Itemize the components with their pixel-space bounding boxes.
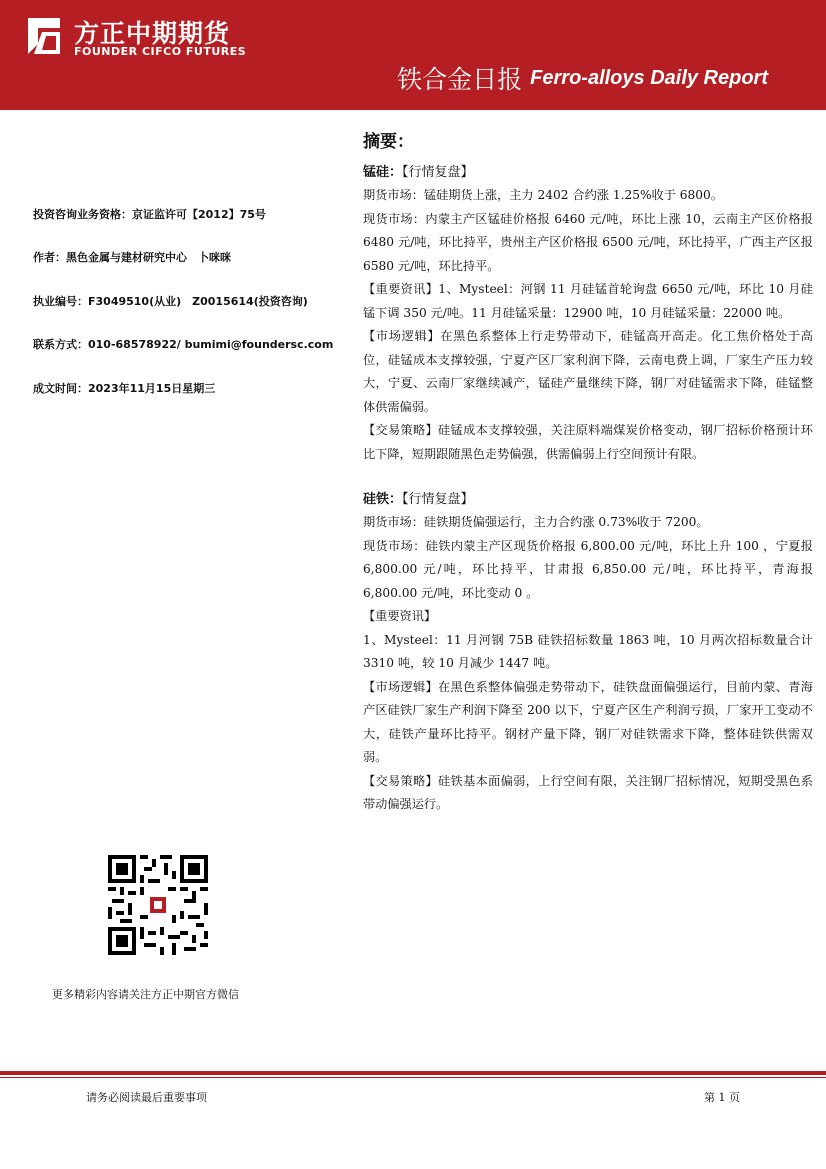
footer-disclaimer: 请务必阅读最后重要事项 [86, 1091, 207, 1104]
page-number: 第 1 页 [704, 1091, 740, 1104]
footer-divider [0, 1071, 826, 1075]
trading-strategy-para: 【交易策略】硅锰成本支撑较强，关注原料端煤炭价格变动，钢厂招标价格预计环比下降，短期跟随黑色走势偏强，供需偏弱上行空间预计有限。 [363, 423, 813, 461]
section-gap [363, 466, 813, 489]
footer-divider-thin [0, 1077, 826, 1078]
company-logo [22, 14, 262, 64]
futures-market-para: 期货市场：锰硅期货上涨，主力 2402 合约涨 1.25%收于 6800。 [363, 188, 723, 202]
key-news-para: 1、Mysteel：11 月河钢 75B 硅铁招标数量 1863 吨，10 月两次招标数量合计 3310 吨，较 10 月减少 1447 吨。 [363, 632, 813, 670]
summary-title: 摘要： [363, 132, 414, 152]
section-name: 硅铁： [363, 492, 403, 507]
key-news-para: 【重要资讯】1、Mysteel：河钢 11 月硅锰首轮询盘 6650 元/吨，环比 10 月硅锰下调 350 元/吨。11 月硅锰采量：12900 吨，10 月硅锰采量：22000 吨。 [363, 282, 813, 320]
market-logic-para: 【市场逻辑】在黑色系整体偏强走势带动下，硅铁盘面偏强运行，目前内蒙、青海产区硅铁厂家生产利润下降至 200 以下，宁夏产区生产利润亏损，厂家开工变动不大，硅铁产量环比持平。钢材产量下降，钢厂对硅铁需求下降，整体硅铁供需双弱。 [363, 679, 813, 764]
futures-market-para: 期货市场：硅铁期货偏强运行，主力合约涨 0.73%收于 7200。 [363, 515, 709, 529]
report-title-en: Ferro-alloys Daily Report [530, 66, 768, 89]
report-title-cn: 铁合金日报 [397, 65, 523, 94]
market-logic-para: 【市场逻辑】在黑色系整体上行走势带动下，硅锰高开高走。化工焦价格处于高位，硅锰成本支撑较强，宁夏产区厂家利润下降，云南电费上调，厂家生产压力较大，宁夏、云南厂家继续减产，锰硅产量继续下降，钢厂对硅锰需求下降，硅锰整体供需偏弱。 [363, 329, 813, 414]
spot-market-para: 现货市场：硅铁内蒙主产区现货价格报 6,800.00 元/吨，环比上升 100 ，宁夏报 6,800.00 元/吨，环比持平，甘肃报 6,850.00 元/吨，环比持平，青海报 6,800.00 元/吨，环比变动 0 。 [363, 538, 813, 600]
registration-number: 执业编号：F3049510(从业) Z0015614(投资咨询) [33, 295, 308, 308]
contact-info: 联系方式：010-68578922/ bumimi@foundersc.com [33, 338, 334, 351]
logo-text-cn: 方正中期期货 [74, 19, 231, 48]
section-header-ferrosilicon [363, 489, 813, 511]
section-header-silicomanganese [363, 162, 813, 184]
summary-column [363, 130, 813, 817]
qr-code-icon [108, 855, 208, 955]
license-info: 投资咨询业务资格：京证监许可【2012】75号 [33, 208, 266, 221]
spot-market-para: 现货市场：内蒙主产区锰硅价格报 6460 元/吨，环比上涨 10，云南主产区价格报 6480 元/吨，环比持平，贵州主产区价格报 6500 元/吨，环比持平，广西主产区报 6580 元/吨，环比持平。 [363, 211, 813, 273]
author-info: 作者：黑色金属与建材研究中心 卜咪咪 [33, 251, 231, 264]
key-news-heading: 【重要资讯】 [363, 609, 437, 623]
trading-strategy-para: 【交易策略】硅铁基本面偏弱，上行空间有限，关注钢厂招标情况，短期受黑色系带动偏强运行。 [363, 773, 813, 811]
publish-date: 成文时间：2023年11月15日星期三 [33, 382, 216, 395]
report-title [397, 60, 768, 96]
section-name: 锰硅： [363, 165, 403, 180]
section-tag: 【行情复盘】 [402, 492, 474, 507]
logo-mark-icon [22, 14, 66, 58]
section-tag: 【行情复盘】 [402, 165, 474, 180]
logo-text-en: FOUNDER CIFCO FUTURES [74, 45, 247, 58]
qr-caption: 更多精彩内容请关注方正中期官方微信 [52, 988, 239, 1001]
header-band [0, 0, 826, 110]
